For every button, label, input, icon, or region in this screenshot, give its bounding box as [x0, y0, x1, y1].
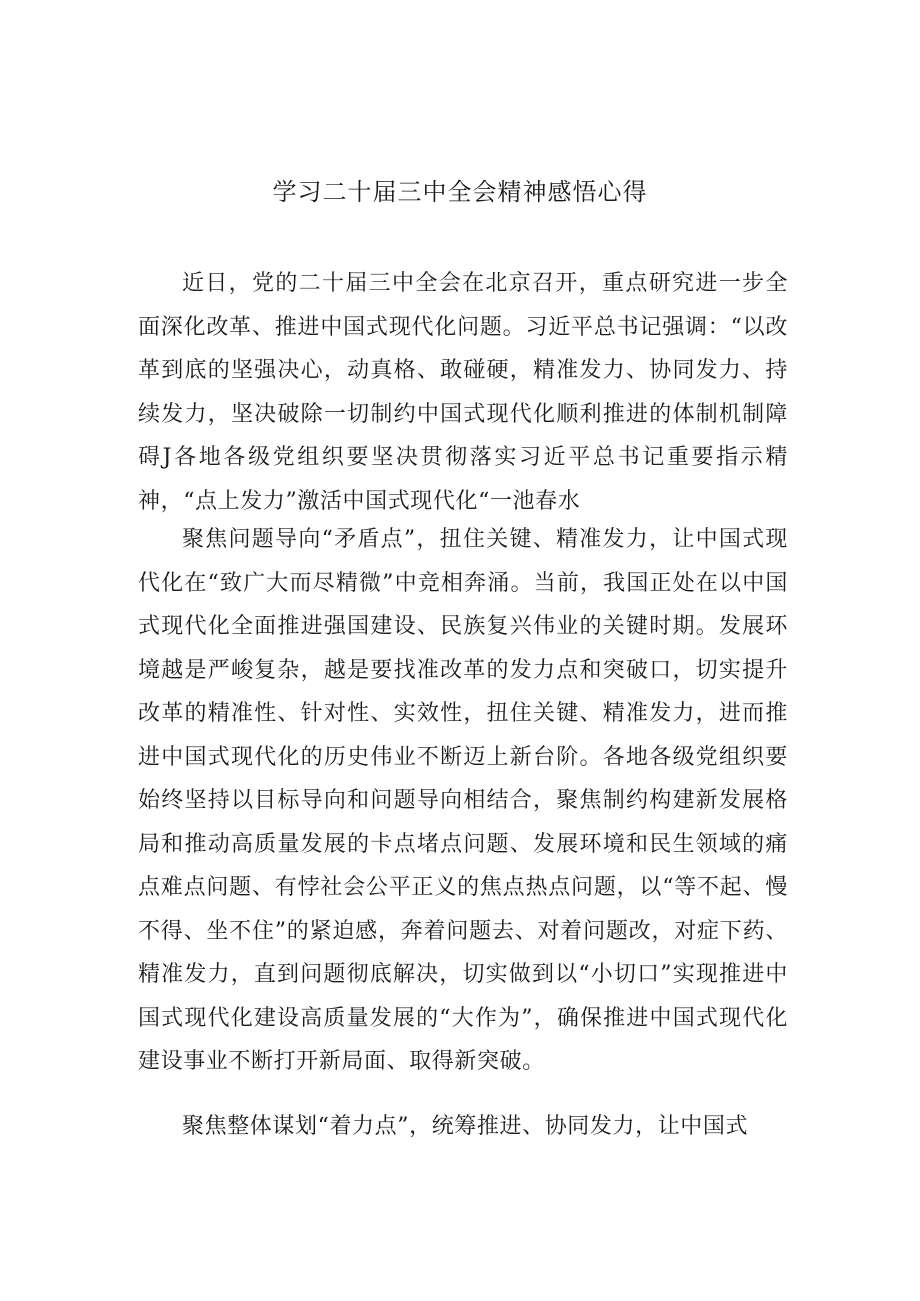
paragraph-overall-planning: 聚焦整体谋划“着力点”，统筹推进、协同发力，让中国式	[182, 1114, 749, 1139]
document-title: 学习二十届三中全会精神感悟心得	[272, 178, 648, 206]
paragraph-problem-orientation: 聚焦问题导向“矛盾点”，扭住关键、精准发力，让中国式现代化在“致广大而尽精微”中竞相奔涌。当前，我国正处在以中国式现代化全面推进强国建设、民族复兴伟业的关键时期。发展环境越是严峻复杂，越是要找准改革的发力点和突破口，切实提升改革的精准性、针对性、实效性，扭住关键、精准发力，进而推进中国式现代化的历史伟业不断迈上新台阶。各地各级党组织要始终坚持以目标导向和问题导向相结合，聚焦制约构建新发展格局和推动高质量发展的卡点堵点问题、发展环境和民生领域的痛点难点问题、有悖社会公平正义的焦点热点问题，以“等不起、慢不得、坐不住”的紧迫感，奔着问题去、对着问题改，对症下药、精准发力，直到问题彻底解决，切实做到以“小切口”实现推进中国式现代化建设高质量发展的“大作为”，确保推进中国式现代化建设事业不断打开新局面、取得新突破。	[138, 527, 788, 1074]
paragraph-intro: 近日，党的二十届三中全会在北京召开，重点研究进一步全面深化改革、推进中国式现代化问题。习近平总书记强调：“以改革到底的坚强决心，动真格、敢碰硬，精准发力、协同发力、持续发力，坚决破除一切制约中国式现代化顺利推进的体制机制障碍J各地各级党组织要坚决贯彻落实习近平总书记重要指示精神，“点上发力”激活中国式现代化“一池春水	[138, 271, 788, 514]
